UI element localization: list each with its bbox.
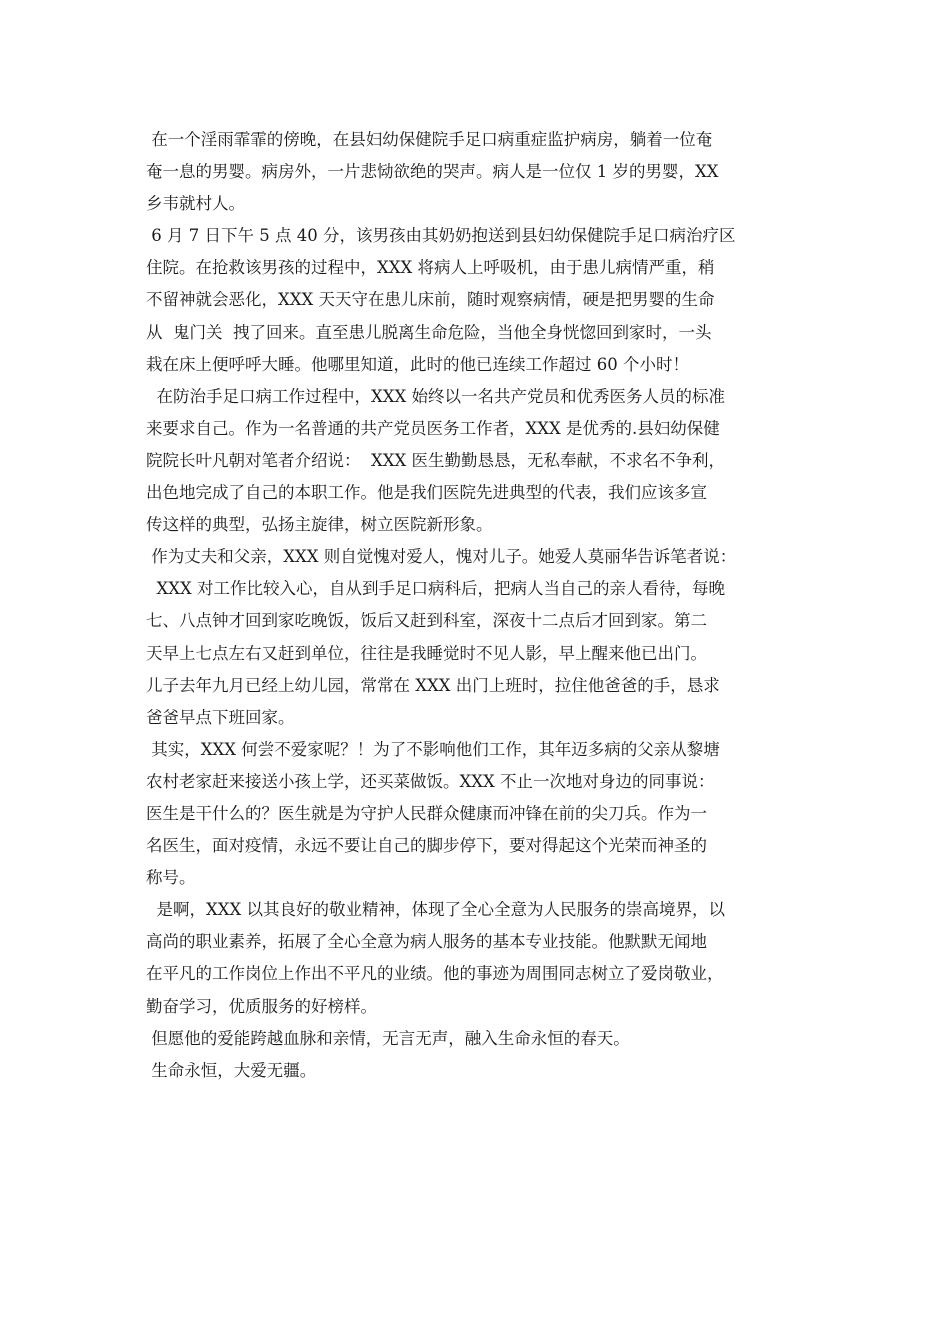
- text-line: 天早上七点左右又赶到单位，往往是我睡觉时不见人影，早上醒来他已出门。: [146, 643, 707, 663]
- text-line: 高尚的职业素养，拓展了全心全意为病人服务的基本专业技能。他默默无闻地: [146, 932, 707, 952]
- text-line: 名医生，面对疫情，永远不要让自己的脚步停下，要对得起这个光荣而神圣的: [146, 836, 707, 856]
- paragraph: [146, 220, 812, 380]
- text-line: 传这样的典型，弘扬主旋律，树立医院新形象。: [146, 515, 493, 535]
- text-line: 住院。在抢救该男孩的过程中，XXX 将病人上呼吸机，由于患儿病情严重，稍: [146, 258, 715, 278]
- text-line: 6 月 7 日下午 5 点 40 分，该男孩由其奶奶抱送到县妇幼保健院手足口病治疗区: [146, 226, 736, 246]
- text-line: 是啊，XXX 以其良好的敬业精神，体现了全心全意为人民服务的崇高境界，以: [146, 900, 725, 920]
- paragraph: [146, 734, 812, 894]
- text-line: 从 鬼门关 拽了回来。直至患儿脱离生命危险，当他全身恍惚回到家时，一头: [146, 322, 712, 342]
- text-line: 但愿他的爱能跨越血脉和亲情，无言无声，融入生命永恒的春天。: [146, 1028, 630, 1048]
- paragraph: [146, 1023, 812, 1055]
- text-line: 生命永恒，大爱无疆。: [146, 1060, 317, 1080]
- text-line: 作为丈夫和父亲，XXX 则自觉愧对爱人，愧对儿子。她爱人莫丽华告诉笔者说：: [146, 547, 737, 567]
- text-line: 在防治手足口病工作过程中，XXX 始终以一名共产党员和优秀医务人员的标准: [146, 386, 725, 406]
- document-body: [146, 124, 812, 1087]
- text-line: 七、八点钟才回到家吃晚饭，饭后又赶到科室，深夜十二点后才回到家。第二: [146, 611, 707, 631]
- paragraph: [146, 124, 812, 220]
- paragraph: [146, 1055, 812, 1087]
- text-line: 医生是干什么的？医生就是为守护人民群众健康而冲锋在前的尖刀兵。作为一: [146, 803, 707, 823]
- text-line: 出色地完成了自己的本职工作。他是我们医院先进典型的代表，我们应该多宣: [146, 483, 707, 503]
- text-line: 其实，XXX 何尝不爱家呢？！为了不影响他们工作，其年迈多病的父亲从黎塘: [146, 739, 720, 759]
- paragraph: [146, 381, 812, 541]
- paragraph: [146, 894, 812, 1022]
- text-line: 勤奋学习，优质服务的好榜样。: [146, 996, 377, 1016]
- text-line: 奄一息的男婴。病房外，一片悲恸欲绝的哭声。病人是一位仅 1 岁的男婴，XX: [146, 162, 719, 182]
- paragraph: [146, 541, 812, 734]
- text-line: 称号。: [146, 868, 196, 888]
- text-line: 来要求自己。作为一名普通的共产党员医务工作者，XXX 是优秀的.县妇幼保健: [146, 418, 720, 438]
- text-line: 在平凡的工作岗位上作出不平凡的业绩。他的事迹为周围同志树立了爱岗敬业，: [146, 964, 724, 984]
- text-line: 农村老家赶来接送小孩上学，还买菜做饭。XXX 不止一次地对身边的同事说：: [146, 771, 715, 791]
- text-line: XXX 对工作比较入心，自从到手足口病科后，把病人当自己的亲人看待，每晚: [146, 579, 725, 599]
- text-line: 乡韦就村人。: [146, 194, 245, 214]
- text-line: 在一个淫雨霏霏的傍晚，在县妇幼保健院手足口病重症监护病房，躺着一位奄: [146, 130, 713, 149]
- text-line: 爸爸早点下班回家。: [146, 707, 295, 727]
- text-line: 院院长叶凡朝对笔者介绍说： XXX 医生勤勤恳恳，无私奉献，不求名不争利，: [146, 450, 725, 470]
- text-line: 不留神就会恶化，XXX 天天守在患儿床前，随时观察病情，硬是把男婴的生命: [146, 290, 715, 310]
- text-line: 栽在床上便呼呼大睡。他哪里知道，此时的他已连续工作超过 60 个小时！: [146, 354, 689, 374]
- text-line: 儿子去年九月已经上幼儿园，常常在 XXX 出门上班时，拉住他爸爸的手，恳求: [146, 675, 720, 695]
